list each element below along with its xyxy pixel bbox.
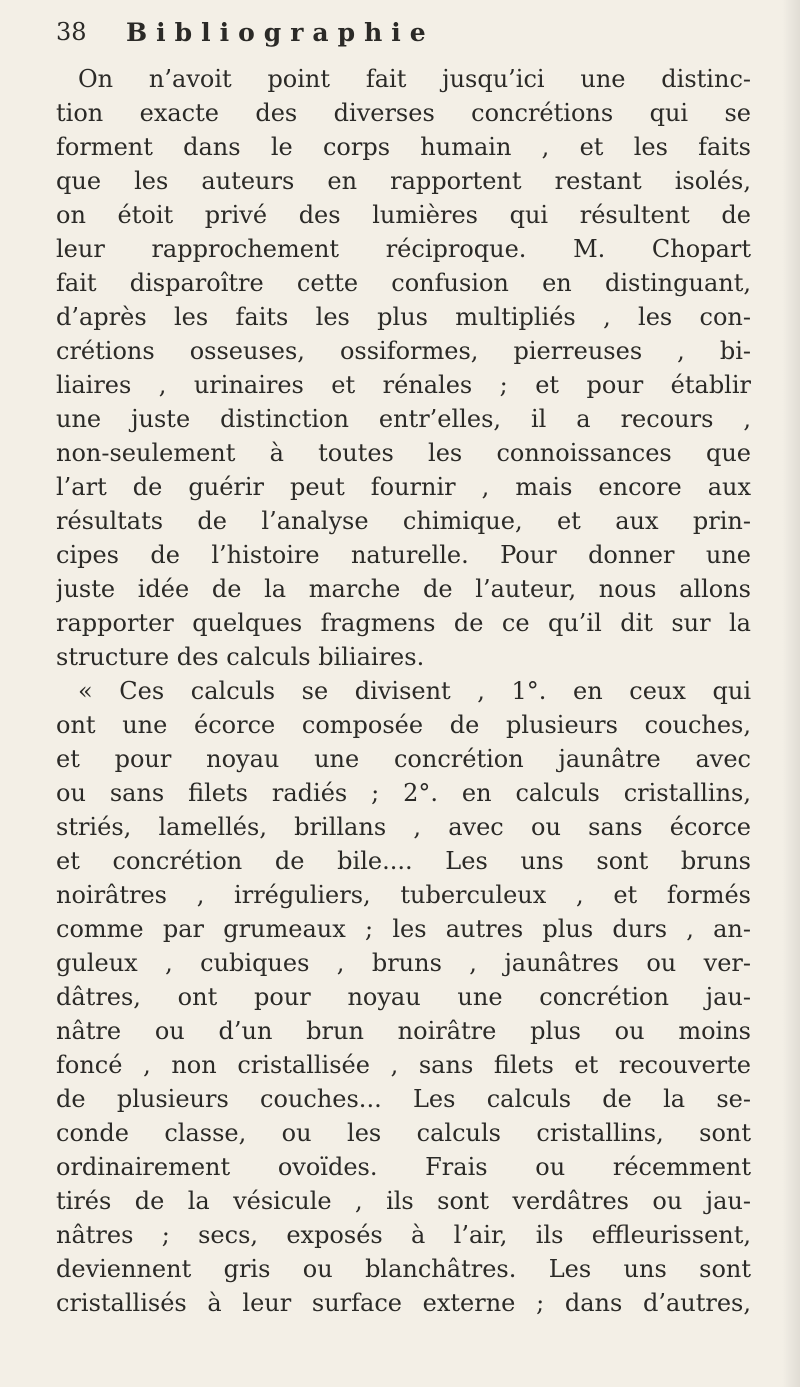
- text-line: tion exacte des diverses concrétions qui se: [56, 99, 751, 127]
- text-line: crétions osseuses, ossiformes, pierreuses , bi-: [56, 337, 751, 365]
- text-line: « Ces calculs se divisent , 1°. en ceux qui: [78, 677, 751, 705]
- text-line: liaires , urinaires et rénales ; et pour établir: [56, 371, 751, 399]
- page-edge-shadow: [782, 0, 800, 1387]
- text-line: comme par grumeaux ; les autres plus durs , an-: [56, 915, 751, 943]
- text-line: ou sans filets radiés ; 2°. en calculs cristallins,: [56, 779, 751, 807]
- text-line: rapporter quelques fragmens de ce qu’il dit sur la: [56, 609, 751, 637]
- text-line: deviennent gris ou blanchâtres. Les uns sont: [56, 1255, 751, 1283]
- text-line: que les auteurs en rapportent restant isolés,: [56, 167, 751, 195]
- text-line: noirâtres , irréguliers, tuberculeux , et formés: [56, 881, 751, 909]
- running-head: Bibliographie: [126, 17, 435, 47]
- page-header: [56, 12, 760, 52]
- text-line: conde classe, ou les calculs cristallins, sont: [56, 1119, 751, 1147]
- text-line: d’après les faits les plus multipliés , les con-: [56, 303, 751, 331]
- text-line: juste idée de la marche de l’auteur, nous allons: [56, 575, 751, 603]
- text-line: dâtres, ont pour noyau une concrétion jau-: [56, 983, 751, 1011]
- text-line: nâtre ou d’un brun noirâtre plus ou moins: [56, 1017, 751, 1045]
- text-line: forment dans le corps humain , et les faits: [56, 133, 751, 161]
- text-line: structure des calculs biliaires.: [56, 643, 425, 671]
- body-text: [56, 62, 751, 1320]
- text-line: foncé , non cristallisée , sans filets et recouverte: [56, 1051, 751, 1079]
- text-line: nâtres ; secs, exposés à l’air, ils effleurissent,: [56, 1221, 751, 1249]
- text-line: leur rapprochement réciproque. M. Chopart: [56, 235, 751, 263]
- text-line: On n’avoit point fait jusqu’ici une distinc-: [78, 65, 751, 93]
- text-line: et concrétion de bile.... Les uns sont bruns: [56, 847, 751, 875]
- text-line: fait disparoître cette confusion en distinguant,: [56, 269, 751, 297]
- text-line: ordinairement ovoïdes. Frais ou récemment: [56, 1153, 751, 1181]
- text-line: on étoit privé des lumières qui résultent de: [56, 201, 751, 229]
- text-line: guleux , cubiques , bruns , jaunâtres ou ver-: [56, 949, 751, 977]
- text-line: striés, lamellés, brillans , avec ou sans écorce: [56, 813, 751, 841]
- text-line: et pour noyau une concrétion jaunâtre avec: [56, 745, 751, 773]
- text-line: non-seulement à toutes les connoissances que: [56, 439, 751, 467]
- text-line: résultats de l’analyse chimique, et aux prin-: [56, 507, 751, 535]
- text-line: tirés de la vésicule , ils sont verdâtres ou jau-: [56, 1187, 751, 1215]
- text-line: ont une écorce composée de plusieurs couches,: [56, 711, 751, 739]
- text-line: l’art de guérir peut fournir , mais encore aux: [56, 473, 751, 501]
- page-number: 38: [56, 18, 87, 46]
- text-line: une juste distinction entr’elles, il a recours ,: [56, 405, 751, 433]
- text-line: cristallisés à leur surface externe ; dans d’autres,: [56, 1289, 751, 1317]
- text-line: cipes de l’histoire naturelle. Pour donner une: [56, 541, 751, 569]
- text-line: de plusieurs couches... Les calculs de la se-: [56, 1085, 751, 1113]
